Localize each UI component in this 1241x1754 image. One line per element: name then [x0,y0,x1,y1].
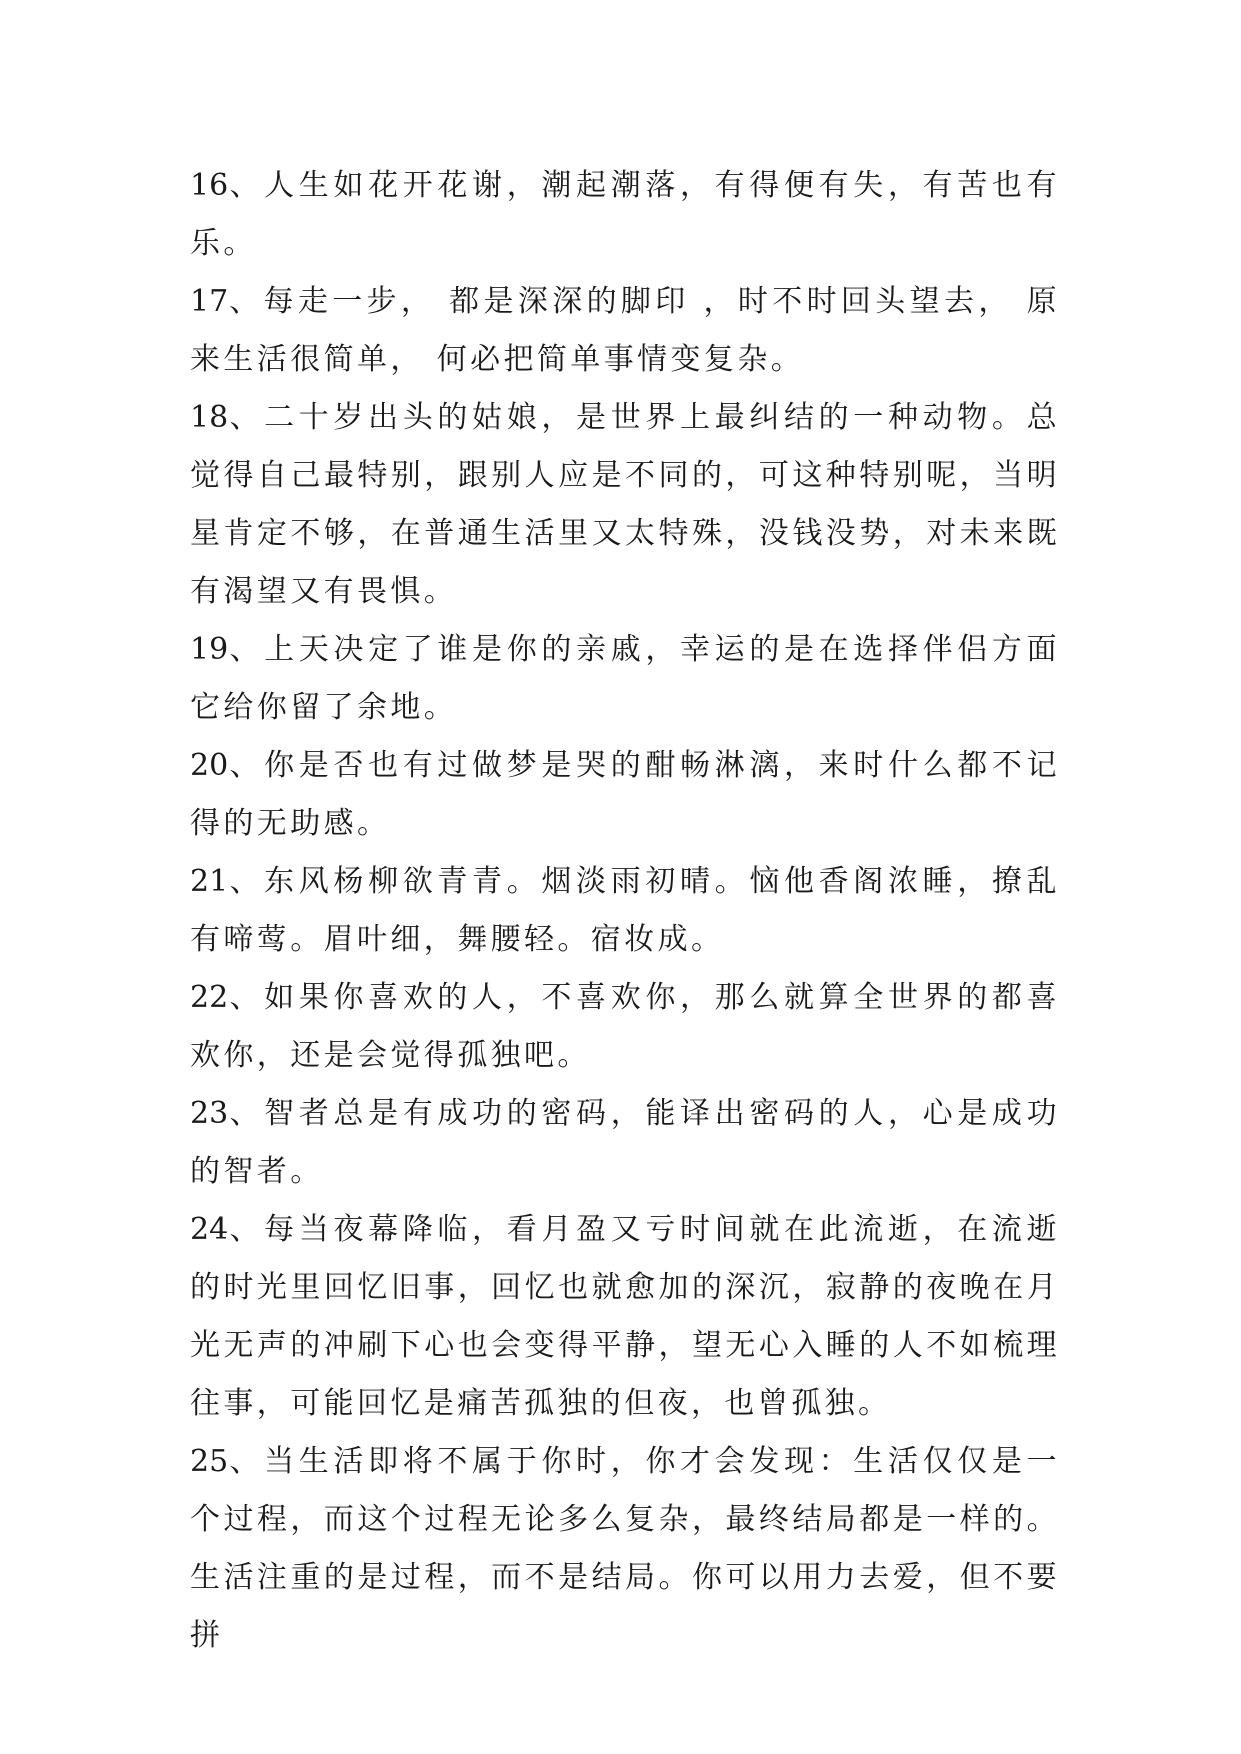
paragraph-number: 19 [190,632,229,667]
paragraph-text: 、人生如花开花谢，潮起潮落，有得便有失，有苦也有乐。 [190,168,1060,261]
paragraph-text: 、二十岁出头的姑娘，是世界上最纠结的一种动物。总觉得自己最特别，跟别人应是不同的，可这种特别呢，当明星肯定不够，在普通生活里又太特殊，没钱没势，对未来既有渴望又有畏惧。 [190,400,1060,609]
quote-paragraph-23 [190,1085,1060,1201]
paragraph-number: 17 [190,284,229,319]
paragraph-number: 22 [190,980,229,1015]
paragraph-number: 25 [190,1444,229,1479]
quote-paragraph-16 [190,157,1060,273]
quote-paragraph-20 [190,737,1060,853]
paragraph-number: 18 [190,400,229,435]
paragraph-text: 、当生活即将不属于你时，你才会发现：生活仅仅是一个过程，而这个过程无论多么复杂，最终结局都是一样的。生活注重的是过程，而不是结局。你可以用力去爱，但不要拼 [190,1444,1060,1653]
paragraph-text: 、每当夜幕降临，看月盈又亏时间就在此流逝，在流逝的时光里回忆旧事，回忆也就愈加的深沉，寂静的夜晚在月光无声的冲刷下心也会变得平静，望无心入睡的人不如梳理往事，可能回忆是痛苦孤独的但夜，也曾孤独。 [190,1212,1060,1421]
quote-paragraph-18 [190,389,1060,621]
quote-paragraph-24 [190,1201,1060,1433]
paragraph-text: 、如果你喜欢的人，不喜欢你，那么就算全世界的都喜欢你，还是会觉得孤独吧。 [190,980,1060,1073]
paragraph-number: 20 [190,748,229,783]
document-page [190,157,1060,1665]
quote-paragraph-21 [190,853,1060,969]
paragraph-text: 、每走一步， 都是深深的脚印 ，时不时回头望去， 原来生活很简单， 何必把简单事情变复杂。 [190,284,1060,377]
paragraph-text: 、上天决定了谁是你的亲戚，幸运的是在选择伴侣方面它给你留了余地。 [190,632,1060,725]
quote-paragraph-17 [190,273,1060,389]
paragraph-number: 16 [190,168,229,203]
quote-paragraph-22 [190,969,1060,1085]
paragraph-number: 24 [190,1212,229,1247]
quote-paragraph-19 [190,621,1060,737]
paragraph-number: 23 [190,1096,229,1131]
paragraph-text: 、智者总是有成功的密码，能译出密码的人，心是成功的智者。 [190,1096,1060,1189]
quote-paragraph-25 [190,1433,1060,1665]
paragraph-text: 、你是否也有过做梦是哭的酣畅淋漓，来时什么都不记得的无助感。 [190,748,1060,841]
paragraph-text: 、东风杨柳欲青青。烟淡雨初晴。恼他香阁浓睡，撩乱有啼莺。眉叶细，舞腰轻。宿妆成。 [190,864,1060,957]
paragraph-number: 21 [190,864,229,899]
